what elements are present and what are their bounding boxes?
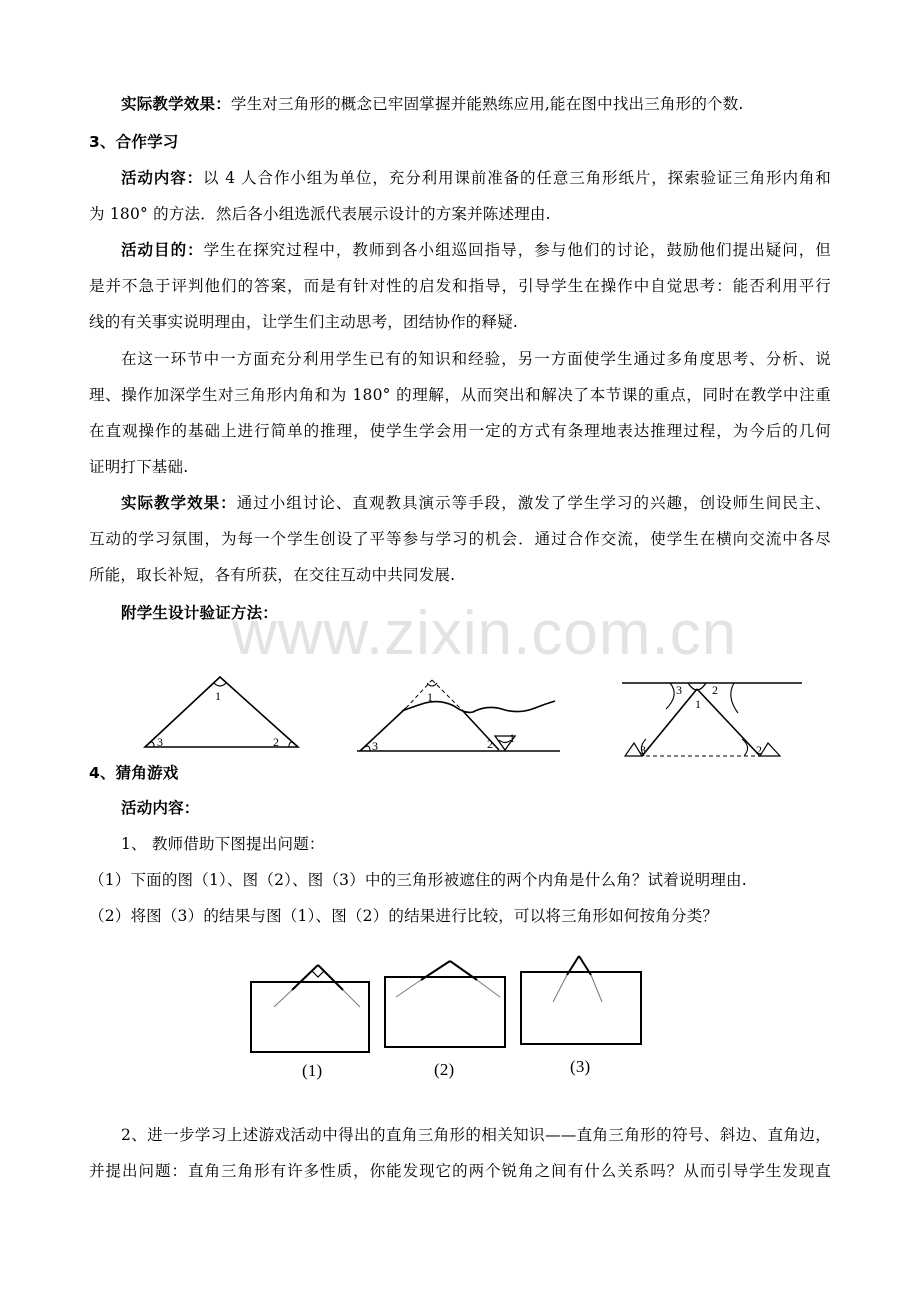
link-paragraph-line-1: 在这一环节中一方面充分利用学生已有的知识和经验，另一方面使学生通过多角度思考、分析、说 [121,350,831,368]
guess-figure-2 [382,955,508,1051]
game-item-1: 1、 教师借助下图提出问题： [121,835,325,853]
game-content-label: 活动内容： [121,799,200,817]
activity-goal-line-1 [121,239,831,261]
game-question-1: （1）下面的图（1）、图（2）、图（3）中的三角形被遮住的两个内角是什么角？试着说明理由. [89,871,747,889]
effect-paragraph-1 [121,93,744,115]
effect-label-2: 实际教学效果： [121,494,237,512]
activity-content-text-1: 以 4 人合作小组为单位，充分利用课前准备的任意三角形纸片，探索验证三角形内角和 [203,169,831,187]
section-3-title: 3、合作学习 [89,133,179,151]
activity-goal-line-2: 是并不急于评判他们的答案，而是有针对性的启发和指导，引导学生在操作中自觉思考：能否利用平行 [89,277,831,295]
activity-goal-text-1: 学生在探究过程中，教师到各小组巡回指导，参与他们的讨论，鼓励他们提出疑问，但 [203,241,831,259]
angle-label-1: 1 [215,689,221,703]
triangle-figure-1 [140,668,305,752]
angle-label-3b: 3 [640,743,646,757]
caption-1: (1) [302,1061,323,1080]
angle-label-1: 1 [427,690,433,704]
triangle-figure-2 [355,670,565,756]
angle-label-1b: 1 [509,731,515,745]
watermark: www.zixin.com.cn [232,599,738,668]
angle-label-3: 3 [372,739,378,753]
effect-text-1: 学生对三角形的概念已牢固掌握并能熟练应用,能在图中找出三角形的个数. [230,95,744,113]
angle-label-2: 2 [487,737,493,751]
section-4-title: 4、猜角游戏 [89,764,179,782]
appendix-title: 附学生设计验证方法： [121,604,279,622]
link-paragraph-line-2: 理、操作加深学生对三角形内角和为 180° 的理解，从而突出和解决了本节课的重点，同时在教学中注重 [89,386,831,404]
angle-label-2: 2 [273,735,279,749]
final-paragraph-line-1: 2、进一步学习上述游戏活动中得出的直角三角形的相关知识——直角三角形的符号、斜边、直角边， [121,1126,831,1144]
angle-label-3: 3 [157,735,163,749]
game-question-2: （2）将图（3）的结果与图（1）、图（2）的结果进行比较，可以将三角形如何按角分类？ [89,907,719,925]
effect-label-1: 实际教学效果： [121,95,231,113]
caption-2: (2) [434,1060,455,1079]
activity-content-line-1 [121,167,831,189]
activity-goal-label: 活动目的： [121,241,204,259]
guess-figure-1 [248,955,372,1055]
activity-content-line-2: 为 180° 的方法．然后各小组选派代表展示设计的方案并陈述理由. [89,205,551,223]
angle-label-1: 1 [695,697,701,711]
activity-content-label: 活动内容： [121,169,204,187]
angle-label-2: 2 [712,683,718,697]
effect-paragraph-2-line-3: 所能，取长补短，各有所获，在交往互动中共同发展. [89,566,456,584]
link-paragraph-line-4: 证明打下基础. [89,458,189,476]
angle-label-2b: 2 [756,743,762,757]
effect-text-2-1: 通过小组讨论、直观教具演示等手段，激发了学生学习的兴趣，创设师生间民主、 [236,494,831,512]
triangle-figure-3 [620,673,810,759]
guess-figure-3 [518,954,644,1050]
angle-label-3: 3 [676,683,682,697]
activity-goal-line-3: 线的有关事实说明理由，让学生们主动思考，团结协作的释疑. [89,313,519,331]
caption-3: (3) [570,1057,591,1076]
link-paragraph-line-3: 在直观操作的基础上进行简单的推理，使学生学会用一定的方式有条理地表达推理过程，为今后的几何 [89,422,831,440]
final-paragraph-line-2: 并提出问题：直角三角形有许多性质，你能发现它的两个锐角之间有什么关系吗？从而引导学生发现直 [89,1162,831,1180]
effect-paragraph-2-line-1 [121,492,831,514]
effect-paragraph-2-line-2: 互动的学习氛围，为每一个学生创设了平等参与学习的机会．通过合作交流，使学生在横向交流中各尽 [89,530,831,548]
